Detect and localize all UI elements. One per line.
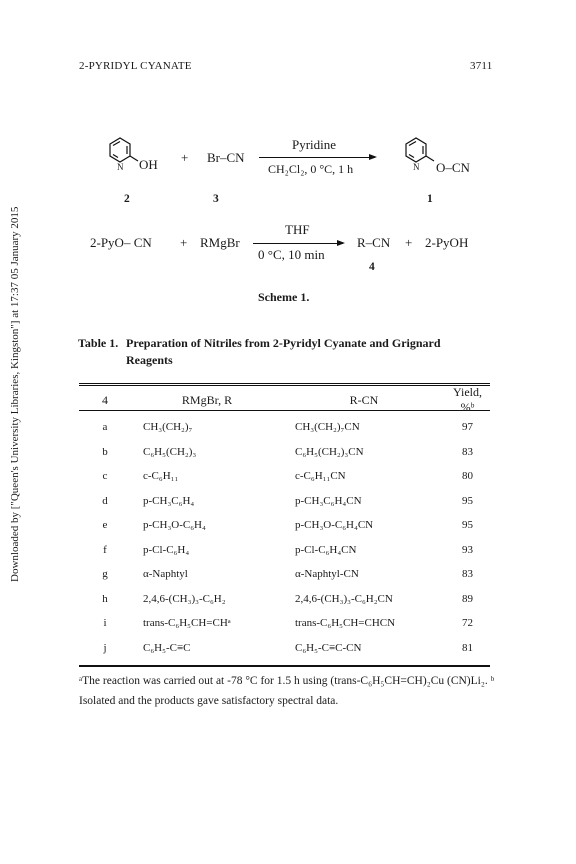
entry-cell: f: [103, 543, 107, 556]
table-row: [79, 513, 490, 538]
yield-cell: 95: [462, 519, 473, 532]
nitrile-cell: C₆H₅-C≡C-CN: [295, 641, 362, 654]
yield-cell: 93: [462, 543, 473, 556]
nitrile-cell: trans-C₆H₅CH=CHCN: [295, 617, 396, 630]
footnote-b: Isolated and the products gave satisfactory spectral data.: [79, 695, 339, 707]
ring-nitrogen-label: N: [117, 162, 124, 172]
nitrile-yield-table: [79, 385, 490, 660]
entry-cell: j: [103, 641, 107, 654]
reagent-cell: p-CH₃C₆H₄: [143, 494, 195, 507]
nitrile-cell: p-CH₃O-C₆H₄CN: [295, 519, 374, 532]
table-title-line1: Preparation of Nitriles from 2-Pyridyl Cyanate and Grignard: [126, 336, 441, 350]
header-cell: RMgBr, R: [181, 392, 233, 407]
yield-cell: 83: [462, 445, 473, 458]
footnote-a-mark: ᵃ: [79, 675, 83, 687]
entry-cell: b: [102, 445, 108, 458]
yield-cell: 83: [462, 568, 473, 581]
compound-label-1: 1: [427, 193, 433, 205]
condition-above-2: THF: [285, 222, 310, 237]
condition-below-1: CH₂Cl₂, 0 °C, 1 h: [268, 162, 354, 176]
table-row: [79, 415, 490, 440]
page-number: 3711: [470, 60, 493, 72]
grignard-reagent: RMgBr: [200, 235, 240, 250]
reagent-cell: p-Cl-C₆H₄: [143, 543, 190, 556]
footnote-b-mark: ᵇ: [490, 675, 495, 687]
entry-cell: d: [102, 494, 108, 507]
nitrile-cell: p-Cl-C₆H₄CN: [295, 543, 357, 556]
reagent-cell: CH₃(CH₂)₇: [143, 421, 193, 434]
condition-above-1: Pyridine: [292, 137, 337, 152]
yield-cell: 89: [462, 592, 473, 605]
product-nitrogen-label: N: [413, 162, 420, 172]
compound-label-2: 2: [124, 193, 130, 205]
reagent-cell: 2,4,6-(CH₃)₃-C₆H₂: [143, 592, 226, 605]
reaction-arrow-1: [259, 157, 375, 158]
nitrile-cell: C₆H₅(CH₂)₃CN: [295, 445, 364, 458]
table-row: [79, 562, 490, 587]
reagent-cell: C₆H₅-C≡C: [143, 641, 191, 654]
entry-cell: i: [103, 617, 107, 630]
yield-cell: 97: [462, 421, 473, 434]
table-title-line2: Reagents: [126, 353, 173, 367]
running-title: 2-PYRIDYL CYANATE: [79, 60, 192, 72]
reagent-cell: trans-C₆H₅CH=CHᵃ: [143, 617, 231, 630]
reagent-cell: p-CH₃O-C₆H₄: [143, 519, 206, 532]
table-header-row: [79, 385, 490, 415]
header-cell: Yield, %ᵇ: [453, 385, 482, 414]
download-notice: Downloaded by ["Queen's University Libraries, Kingston"] at 17:37 05 January 2015: [9, 206, 21, 582]
yield-cell: 80: [462, 470, 473, 483]
compound-label-3: 3: [213, 193, 219, 205]
table-row: [79, 636, 490, 661]
condition-below-2: 0 °C, 10 min: [258, 247, 325, 262]
nitrile-cell: α-Naphtyl-CN: [295, 568, 359, 581]
table-bottom-rule: [79, 665, 490, 667]
table-title: [78, 335, 498, 369]
reagent-cell: C₆H₅(CH₂)₃: [143, 445, 197, 458]
compound-label-4: 4: [369, 261, 375, 273]
reaction-arrow-2: [253, 243, 343, 244]
plus-sign-3: +: [405, 235, 413, 250]
entry-cell: e: [102, 519, 108, 532]
cyanogen-bromide: Br–CN: [207, 150, 245, 165]
entry-cell: g: [102, 568, 108, 581]
entry-cell: a: [102, 421, 108, 434]
nitrile-product: R–CN: [357, 235, 391, 250]
reagent-cell: c-C₆H₁₁: [143, 470, 179, 483]
table-row: [79, 464, 490, 489]
footnote-a: The reaction was carried out at -78 °C for 1.5 h using (trans-C₆H₅CH=CH)₂Cu (CN)Li₂.: [82, 675, 488, 687]
cyanate-group-label: O–CN: [436, 160, 470, 175]
reagent-cell: α-Naphtyl: [143, 568, 188, 581]
pyridyl-cyanate-text: 2-PyO– CN: [90, 235, 152, 250]
yield-cell: 95: [462, 494, 473, 507]
yield-cell: 72: [462, 617, 473, 630]
nitrile-cell: CH₃(CH₂)₇CN: [295, 421, 360, 434]
header-cell: R-CN: [349, 392, 379, 407]
table-row: [79, 587, 490, 612]
table-row: [79, 538, 490, 563]
hydroxyl-label: OH: [139, 157, 158, 172]
header-cell: 4: [102, 392, 108, 407]
table-row: [79, 440, 490, 465]
nitrile-cell: 2,4,6-(CH₃)₃-C₆H₂CN: [295, 592, 393, 605]
table-row: [79, 611, 490, 636]
scheme-caption: Scheme 1.: [258, 290, 310, 304]
nitrile-cell: c-C₆H₁₁CN: [295, 470, 346, 483]
yield-cell: 81: [462, 641, 473, 654]
table-number: Table 1.: [78, 336, 119, 350]
nitrile-cell: p-CH₃C₆H₄CN: [295, 494, 362, 507]
table-footnotes: [79, 671, 499, 711]
pyridinol-byproduct: 2-PyOH: [425, 235, 469, 250]
table-top-rule: [79, 383, 490, 384]
table-row: [79, 489, 490, 514]
plus-sign: +: [181, 150, 189, 165]
entry-cell: c: [102, 470, 108, 483]
entry-cell: h: [102, 592, 108, 605]
plus-sign-2: +: [180, 235, 188, 250]
